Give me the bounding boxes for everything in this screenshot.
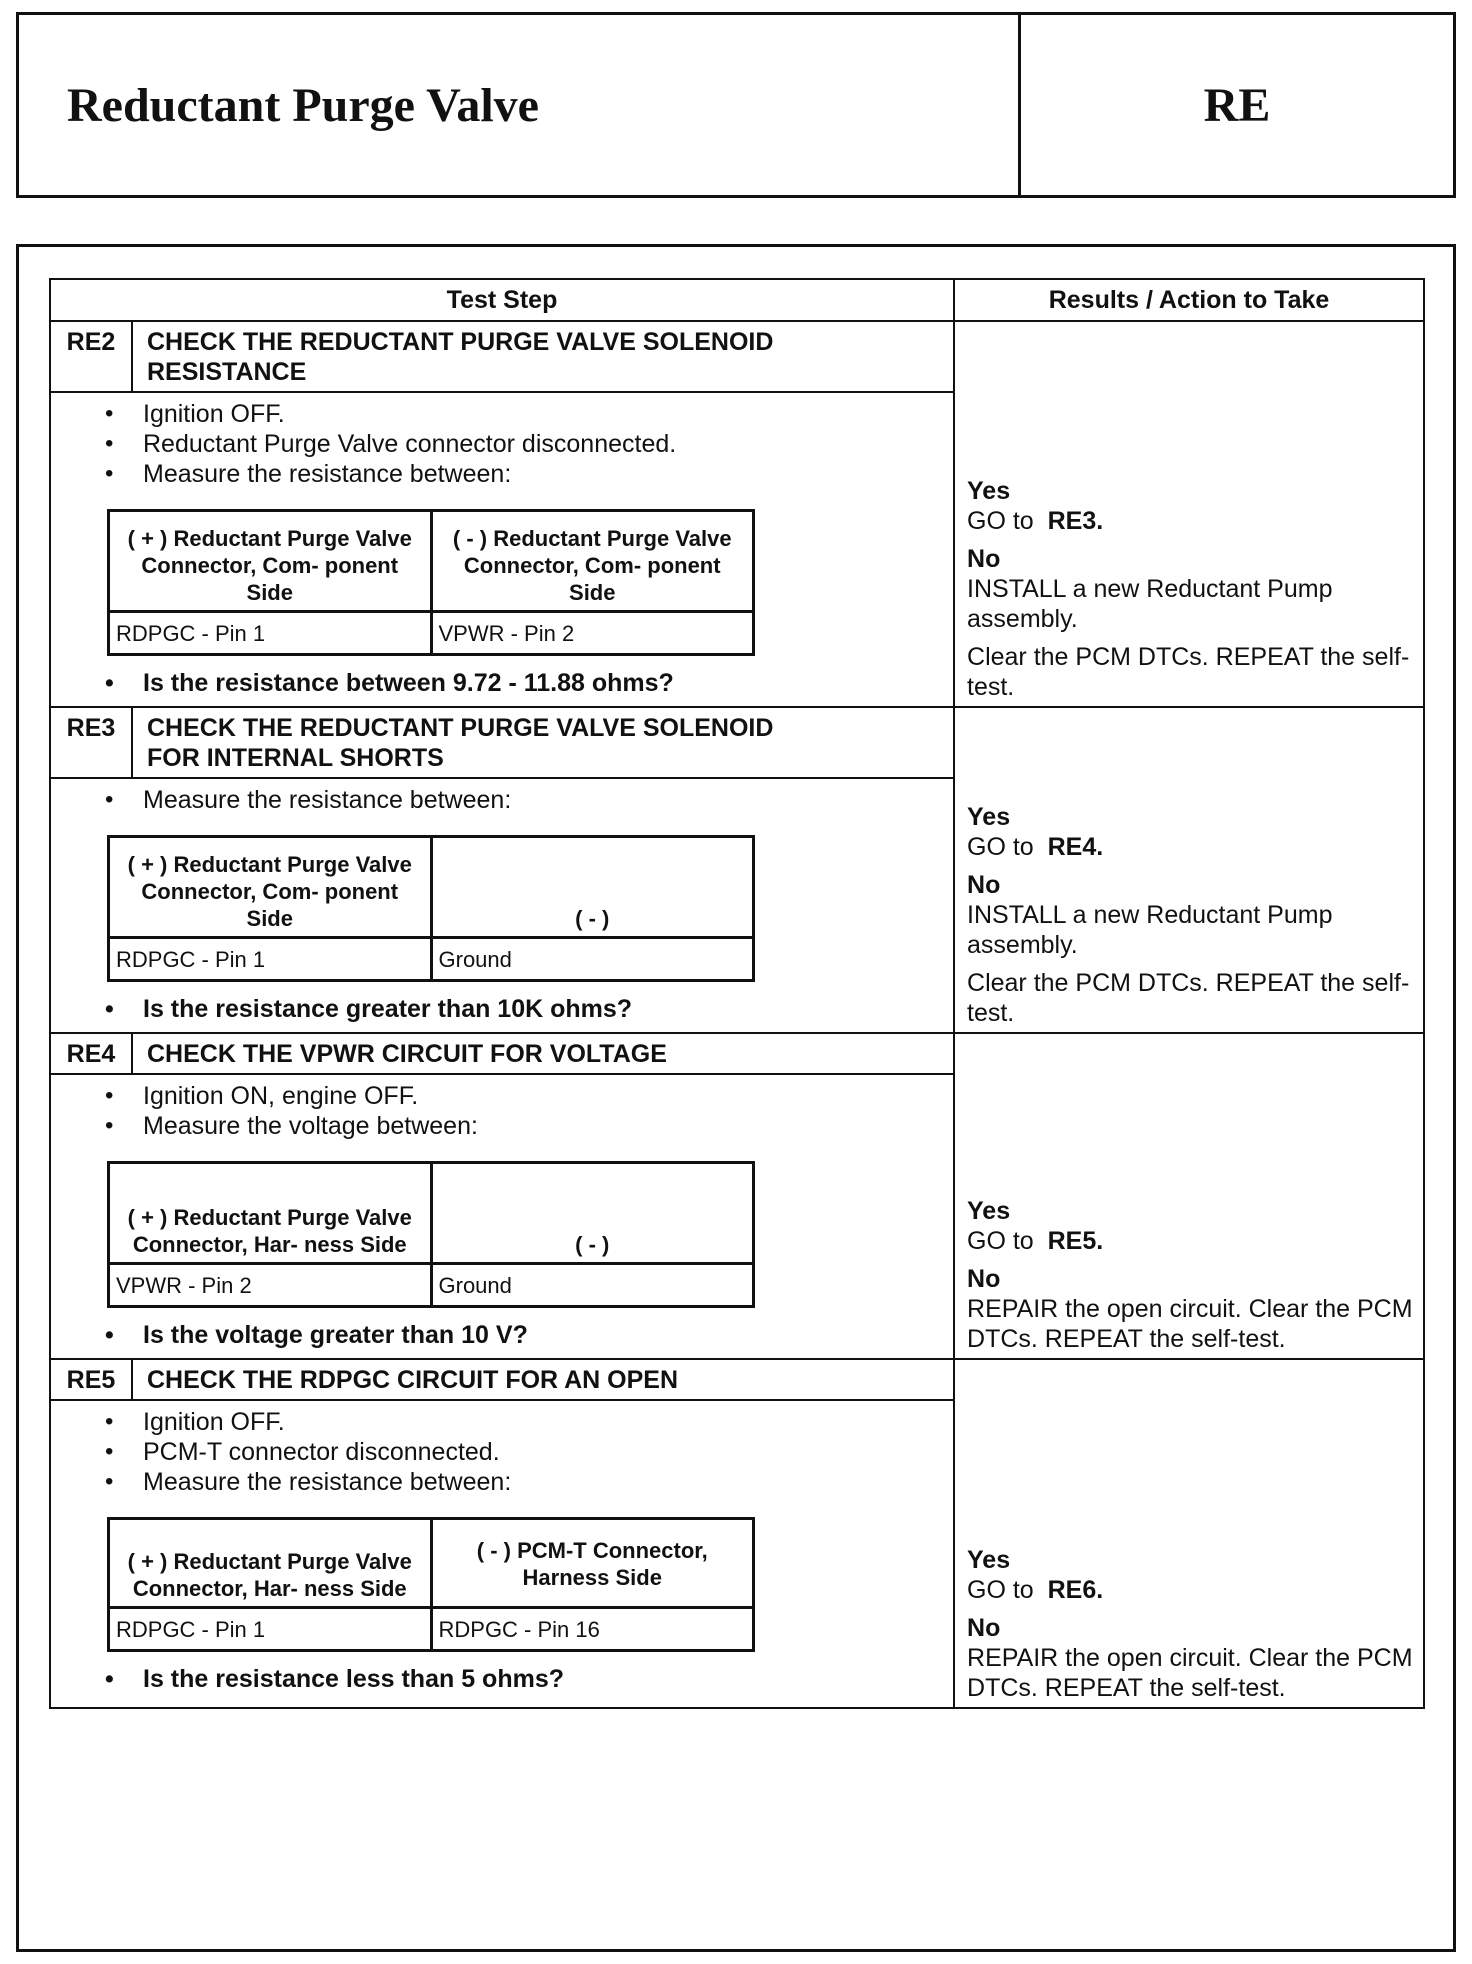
pin-minus-header: ( - ): [431, 1163, 754, 1264]
list-item: • Reductant Purge Valve connector disconnected.: [143, 429, 943, 459]
pin-plus-header: ( + ) Reductant Purge Valve Connector, Har- ness Side: [109, 1163, 432, 1264]
yes-label: Yes: [967, 477, 1011, 505]
goto-text: GO to: [967, 833, 1034, 861]
pin-plus-header: ( + ) Reductant Purge Valve Connector, Har- ness Side: [109, 1519, 432, 1608]
extra-action: Clear the PCM DTCs. REPEAT the self-test.: [967, 643, 1410, 701]
col-header-test-step: Test Step: [50, 279, 954, 321]
step-id: RE4: [50, 1033, 132, 1074]
no-label: No: [967, 1614, 1001, 1642]
pin-minus-value: Ground: [431, 1264, 754, 1307]
yes-label: Yes: [967, 803, 1011, 831]
step-title: [132, 321, 954, 392]
page-title: Reductant Purge Valve: [19, 15, 1021, 195]
goto-step-link[interactable]: RE5.: [1047, 1227, 1104, 1255]
step-title-line: CHECK THE REDUCTANT PURGE VALVE SOLENOID: [147, 714, 774, 742]
step-body: [50, 1074, 954, 1359]
step-question: • Is the voltage greater than 10 V?: [143, 1320, 943, 1350]
list-item: • Ignition ON, engine OFF.: [143, 1081, 943, 1111]
step-title: [132, 707, 954, 778]
pin-plus-value: RDPGC - Pin 1: [109, 938, 432, 981]
goto-step-link[interactable]: RE6.: [1047, 1576, 1104, 1604]
step-id: RE2: [50, 321, 132, 392]
pin-table: [107, 1517, 755, 1652]
list-item: • Measure the resistance between:: [143, 459, 943, 489]
step-id: RE5: [50, 1359, 132, 1400]
list-item: • PCM-T connector disconnected.: [143, 1437, 943, 1467]
instruction-list: [143, 1407, 943, 1497]
result-cell-re2: [954, 321, 1424, 707]
list-item: • Measure the voltage between:: [143, 1111, 943, 1141]
page-header: [16, 12, 1456, 198]
step-id: RE3: [50, 707, 132, 778]
yes-action: [967, 1575, 1413, 1605]
pin-plus-header: ( + ) Reductant Purge Valve Connector, Com- ponent Side: [109, 837, 432, 938]
step-title-line: CHECK THE RDPGC CIRCUIT FOR AN OPEN: [147, 1366, 679, 1394]
yes-label: Yes: [967, 1197, 1011, 1225]
extra-action: Clear the PCM DTCs. REPEAT the self-test.: [967, 969, 1410, 1027]
yes-action: [967, 506, 1413, 536]
result-cell-re4: [954, 1033, 1424, 1359]
step-body: [50, 1400, 954, 1708]
table-header-row: [50, 279, 1424, 321]
result-cell-re5: [954, 1359, 1424, 1708]
list-item: • Measure the resistance between:: [143, 1467, 943, 1497]
step-title-line: FOR INTERNAL SHORTS: [147, 744, 444, 772]
step-title-line: CHECK THE REDUCTANT PURGE VALVE SOLENOID: [147, 328, 774, 356]
step-title-line: CHECK THE VPWR CIRCUIT FOR VOLTAGE: [147, 1040, 667, 1068]
pin-minus-header: ( - ) PCM-T Connector, Harness Side: [431, 1519, 754, 1608]
instruction-list: [143, 1081, 943, 1141]
step-title: [132, 1033, 954, 1074]
pin-minus-header: ( - ) Reductant Purge Valve Connector, Com- ponent Side: [431, 511, 754, 612]
yes-action: [967, 832, 1413, 862]
no-action: INSTALL a new Reductant Pump assembly.: [967, 901, 1333, 959]
no-label: No: [967, 545, 1001, 573]
result-cell-re3: [954, 707, 1424, 1033]
step-body: [50, 392, 954, 707]
pin-table: [107, 835, 755, 982]
goto-text: GO to: [967, 507, 1034, 535]
pin-minus-value: Ground: [431, 938, 754, 981]
step-title-row-re4: [50, 1033, 1424, 1074]
pin-minus-header: ( - ): [431, 837, 754, 938]
instruction-list: [143, 785, 943, 815]
no-label: No: [967, 871, 1001, 899]
list-item: • Measure the resistance between:: [143, 785, 943, 815]
pin-plus-header: ( + ) Reductant Purge Valve Connector, Com- ponent Side: [109, 511, 432, 612]
step-title-line: RESISTANCE: [147, 358, 307, 386]
step-question: • Is the resistance greater than 10K ohms?: [143, 994, 943, 1024]
pin-plus-value: VPWR - Pin 2: [109, 1264, 432, 1307]
no-action: REPAIR the open circuit. Clear the PCM DTCs. REPEAT the self-test.: [967, 1644, 1413, 1702]
yes-action: [967, 1226, 1413, 1256]
goto-step-link[interactable]: RE3.: [1047, 507, 1104, 535]
no-label: No: [967, 1265, 1001, 1293]
step-title-row-re5: [50, 1359, 1424, 1400]
pin-plus-value: RDPGC - Pin 1: [109, 612, 432, 655]
step-title: [132, 1359, 954, 1400]
list-item: • Ignition OFF.: [143, 399, 943, 429]
no-action: INSTALL a new Reductant Pump assembly.: [967, 575, 1333, 633]
goto-text: GO to: [967, 1576, 1034, 1604]
pin-table: [107, 1161, 755, 1308]
test-step-table: [49, 278, 1425, 1709]
test-step-panel: [16, 244, 1456, 1952]
step-title-row-re3: [50, 707, 1424, 778]
pin-minus-value: VPWR - Pin 2: [431, 612, 754, 655]
goto-text: GO to: [967, 1227, 1034, 1255]
goto-step-link[interactable]: RE4.: [1047, 833, 1104, 861]
instruction-list: [143, 399, 943, 489]
pin-minus-value: RDPGC - Pin 16: [431, 1608, 754, 1651]
yes-label: Yes: [967, 1546, 1011, 1574]
step-question: • Is the resistance less than 5 ohms?: [143, 1664, 943, 1694]
col-header-results: Results / Action to Take: [954, 279, 1424, 321]
no-action: REPAIR the open circuit. Clear the PCM DTCs. REPEAT the self-test.: [967, 1295, 1413, 1353]
step-body: [50, 778, 954, 1033]
list-item: • Ignition OFF.: [143, 1407, 943, 1437]
step-title-row-re2: [50, 321, 1424, 392]
step-question: • Is the resistance between 9.72 - 11.88 ohms?: [143, 668, 943, 698]
pin-table: [107, 509, 755, 656]
section-code: RE: [1203, 78, 1271, 132]
pin-plus-value: RDPGC - Pin 1: [109, 1608, 432, 1651]
